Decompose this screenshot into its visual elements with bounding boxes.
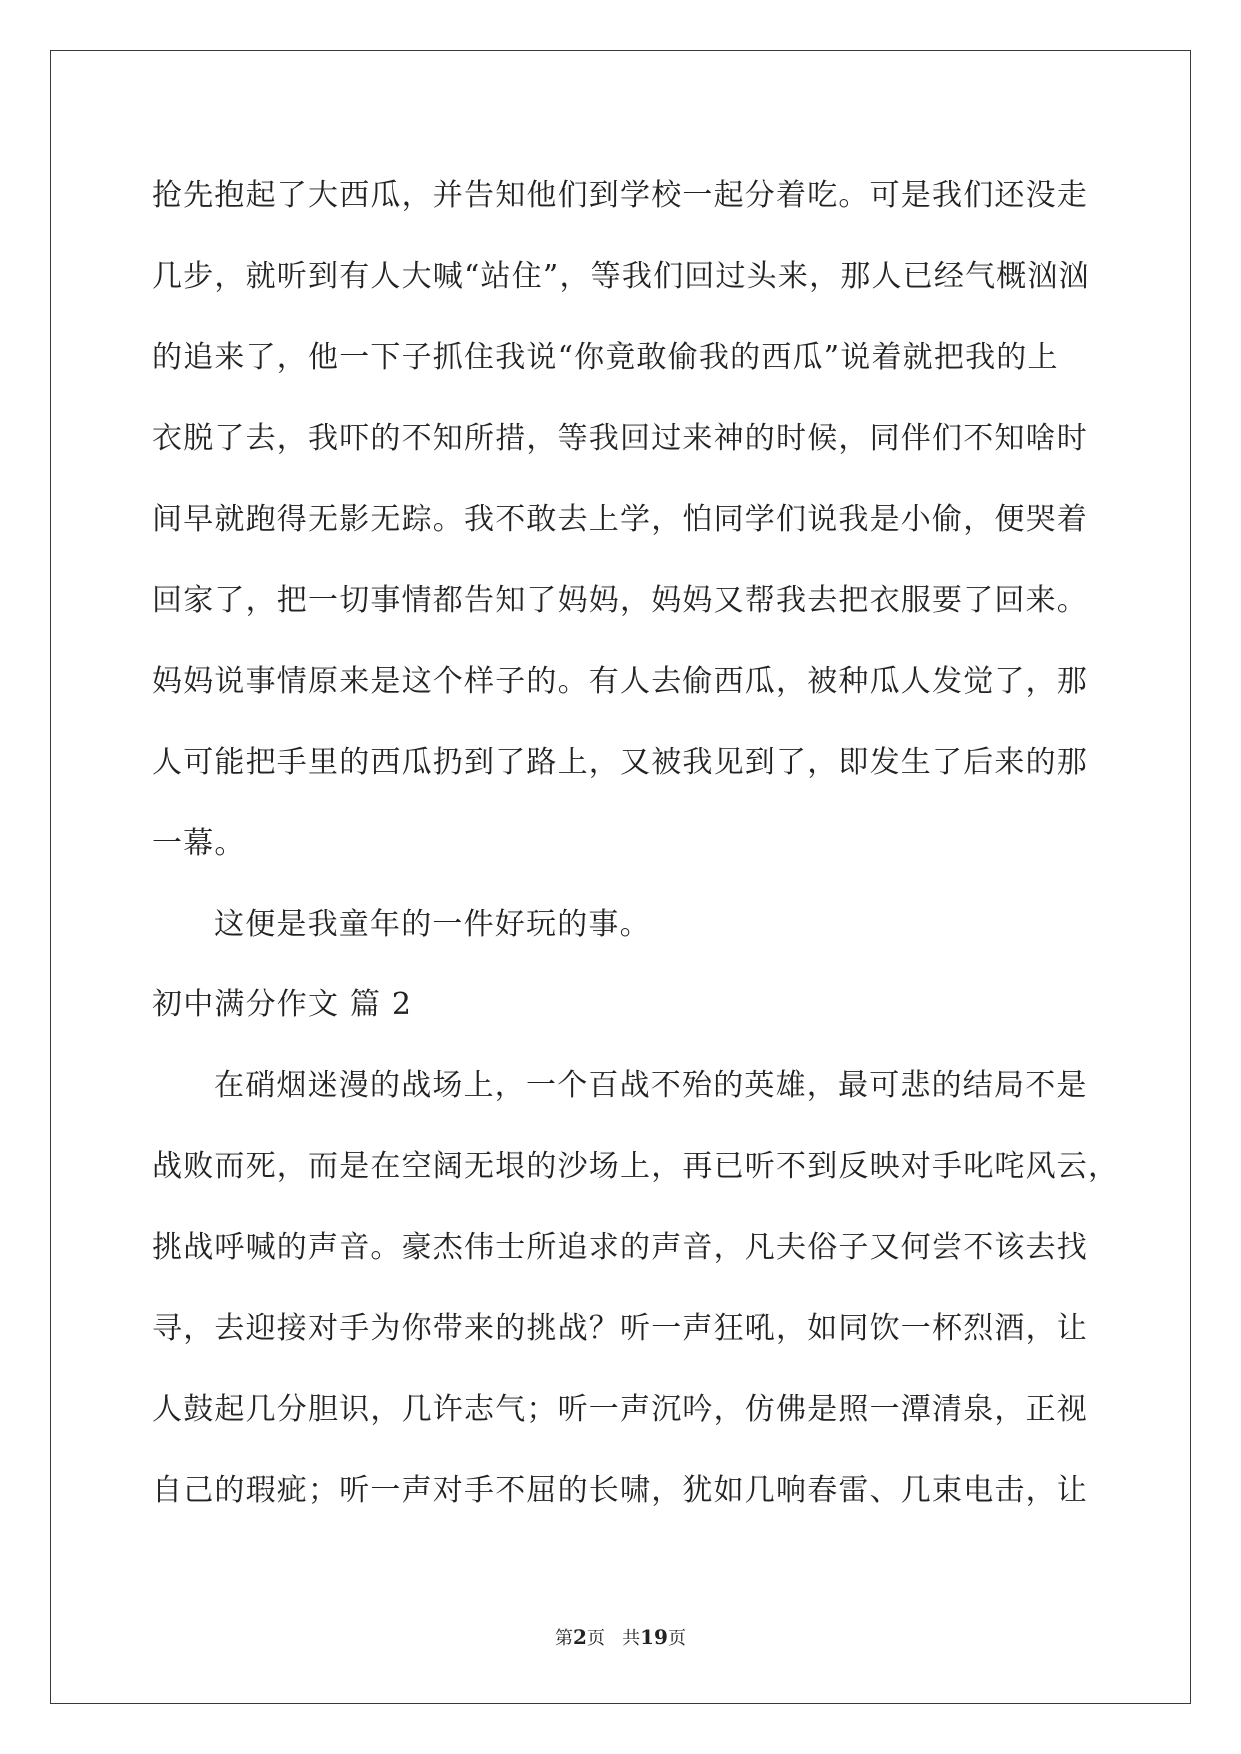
footer-total-pages: 19 <box>640 1625 668 1649</box>
document-body <box>152 155 1120 1531</box>
text-line: 战败而死，而是在空阔无垠的沙场上，再已听不到反映对手叱咤风云， <box>152 1149 1120 1184</box>
text-line: 挑战呼喊的声音。豪杰伟士所追求的声音，凡夫俗子又何尝不该去找 <box>152 1230 1088 1265</box>
footer-middle: 页 共 <box>586 1628 641 1649</box>
text-line: 在硝烟迷漫的战场上，一个百战不殆的英雄，最可悲的结局不是 <box>214 1068 1088 1103</box>
footer-page-number: 2 <box>573 1625 587 1649</box>
section-title: 初中满分作文 篇 2 <box>152 987 413 1022</box>
text-line: 人可能把手里的西瓜扔到了路上，又被我见到了，即发生了后来的那 <box>152 745 1088 780</box>
text-line: 间早就跑得无影无踪。我不敢去上学，怕同学们说我是小偷，便哭着 <box>152 502 1088 537</box>
page-footer <box>0 1624 1241 1650</box>
text-line: 一幕。 <box>152 826 246 861</box>
text-line: 自己的瑕疵；听一声对手不屈的长啸，犹如几响春雷、几束电击，让 <box>152 1473 1088 1508</box>
closing-line: 这便是我童年的一件好玩的事。 <box>214 907 651 942</box>
footer-prefix: 第 <box>555 1628 574 1649</box>
text-line: 抢先抱起了大西瓜，并告知他们到学校一起分着吃。可是我们还没走 <box>152 178 1088 213</box>
footer-suffix: 页 <box>667 1628 686 1649</box>
text-line: 几步，就听到有人大喊“站住”，等我们回过头来，那人已经气概汹汹 <box>152 259 1090 294</box>
text-line: 衣脱了去，我吓的不知所措，等我回过来神的时候，同伴们不知啥时 <box>152 421 1088 456</box>
text-line: 妈妈说事情原来是这个样子的。有人去偷西瓜，被种瓜人发觉了，那 <box>152 664 1088 699</box>
text-line: 人鼓起几分胆识，几许志气；听一声沉吟，仿佛是照一潭清泉，正视 <box>152 1392 1088 1427</box>
text-line: 寻，去迎接对手为你带来的挑战？听一声狂吼，如同饮一杯烈酒，让 <box>152 1311 1088 1346</box>
text-line: 的追来了，他一下子抓住我说“你竟敢偷我的西瓜”说着就把我的上 <box>152 340 1059 375</box>
text-line: 回家了，把一切事情都告知了妈妈，妈妈又帮我去把衣服要了回来。 <box>152 583 1088 618</box>
